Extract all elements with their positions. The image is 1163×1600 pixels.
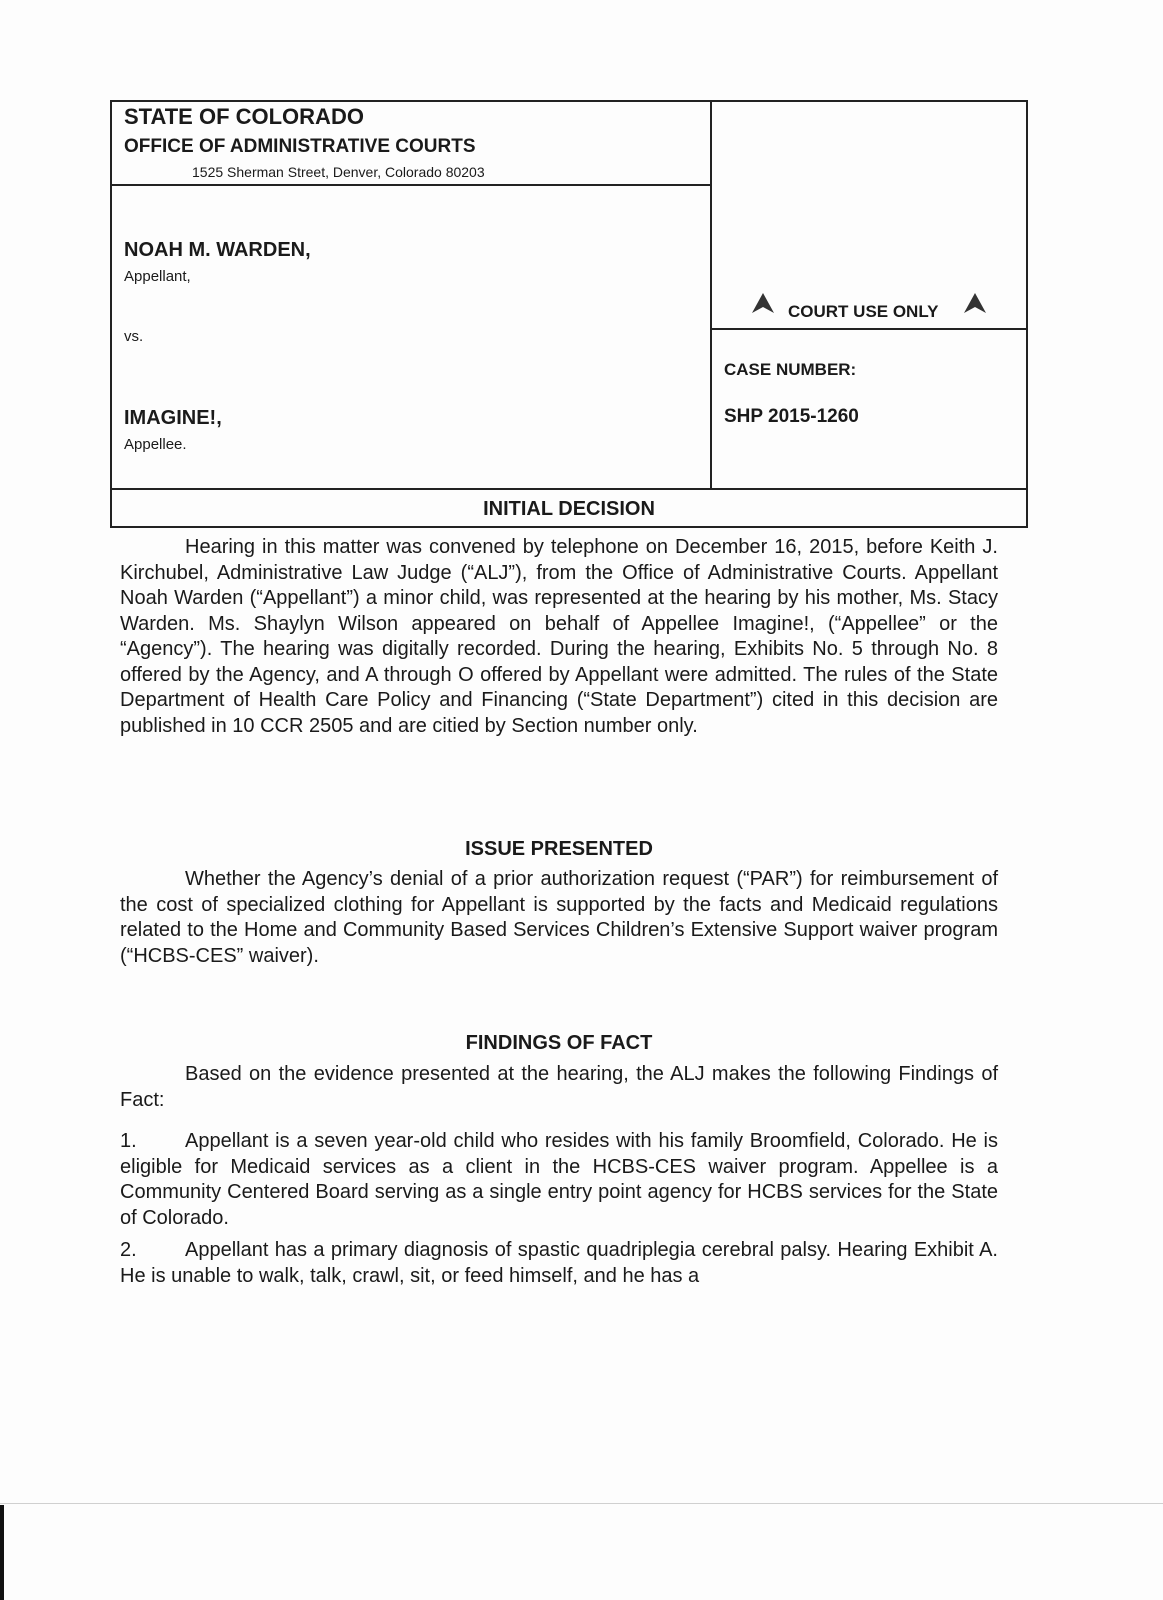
scan-divider: [0, 1503, 1163, 1504]
versus-label: vs.: [124, 328, 144, 345]
court-header: [112, 102, 710, 186]
issue-paragraph: Whether the Agency’s denial of a prior authorization request (“PAR”) for reimbursement of the cost of specialized clothing for Appellant is supported by the facts and Medicaid regulations related to the Home and Community Based Services Children’s Extensive Support waiver program (“HCBS-CES” waiver).: [120, 868, 998, 967]
appellant-name: NOAH M. WARDEN,: [124, 239, 311, 261]
issue-heading: ISSUE PRESENTED: [465, 838, 653, 860]
appellant-role: Appellant,: [124, 268, 191, 285]
appellee-role: Appellee.: [124, 436, 187, 453]
finding-number: 1.: [120, 1130, 137, 1152]
state-name: STATE OF COLORADO: [124, 104, 364, 129]
court-use-label: COURT USE ONLY: [788, 302, 939, 321]
intro-paragraph: Hearing in this matter was convened by telephone on December 16, 2015, before Keith J. Kirchubel, Administrative Law Judge (“ALJ”), from the Office of Administrative Courts. Appellant Noah Warden (“Appellant”) a minor child, was represented at the hearing by his mother, Ms. Stacy Warden. Ms. Shaylyn Wilson appeared on behalf of Appellee Imagine!, (“Appellee” or the “Agency”). The hearing was digitally recorded. During the hearing, Exhibits No. 5 through No. 8 offered by the Agency, and A through O offered by Appellant were admitted. The rules of the State Department of Health Care Policy and Financing (“State Department”) cited in this decision are published in 10 CCR 2505 and are citied by Section number only.: [120, 536, 998, 737]
finding-text: Appellant is a seven year-old child who resides with his family Broomfield, Colorado. He is eligible for Medicaid services as a client in the HCBS-CES waiver program. Appellee is a Community Centered Board serving as a single entry point agency for HCBS services for the State of Colorado.: [120, 1130, 998, 1229]
decision-title: INITIAL DECISION: [112, 488, 1026, 528]
findings-intro: Based on the evidence presented at the hearing, the ALJ makes the following Findings of Fact:: [120, 1063, 998, 1111]
up-arrow-icon: [750, 292, 776, 314]
court-address: 1525 Sherman Street, Denver, Colorado 80203: [192, 164, 485, 180]
finding-number: 2.: [120, 1239, 137, 1261]
finding-item: [120, 1238, 998, 1289]
finding-item: [120, 1129, 998, 1231]
caption-court-column: [712, 102, 1026, 488]
finding-text: Appellant has a primary diagnosis of spastic quadriplegia cerebral palsy. Hearing Exhibit A. He is unable to walk, talk, crawl, sit, or feed himself, and he has a: [120, 1239, 998, 1287]
case-number-label: CASE NUMBER:: [724, 360, 857, 379]
findings-heading: FINDINGS OF FACT: [465, 1032, 653, 1054]
up-arrow-icon: [962, 292, 988, 314]
scan-edge-mark: [0, 1505, 4, 1600]
appellee-name: IMAGINE!,: [124, 407, 222, 429]
caption-parties-column: [112, 102, 712, 488]
court-use-only-row: [712, 288, 1026, 330]
case-caption-box: [110, 100, 1028, 528]
office-name: OFFICE OF ADMINISTRATIVE COURTS: [124, 136, 476, 157]
case-number: SHP 2015-1260: [724, 406, 859, 427]
